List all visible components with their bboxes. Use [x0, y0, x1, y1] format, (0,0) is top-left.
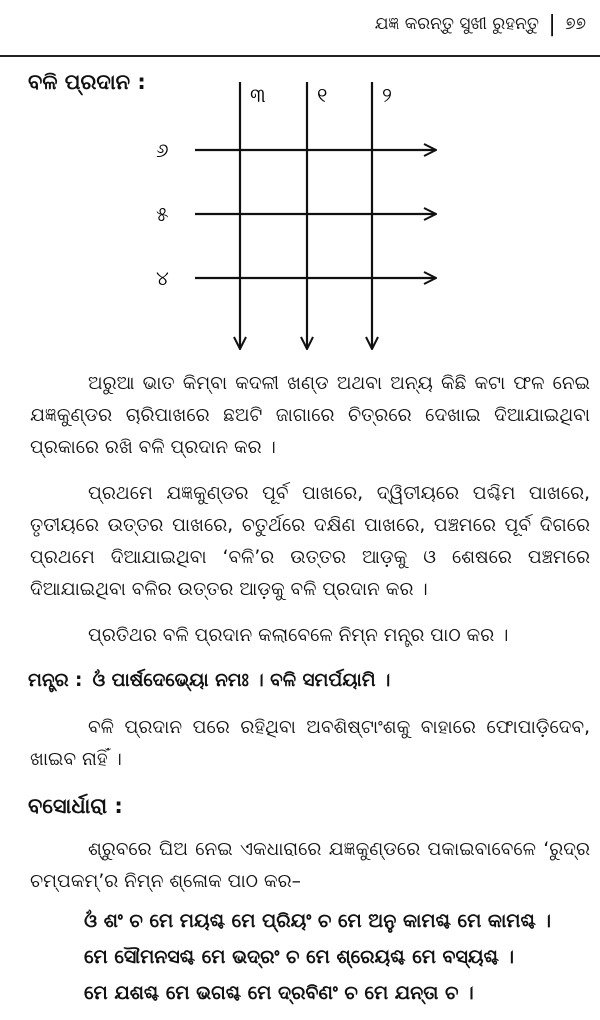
grid-row-label: ୬ — [156, 138, 169, 162]
verse-line: ଓଁ ଶଂ ଚ ମେ ମୟଶ୍ଚ ମେ ପ୍ରିୟଂ ଚ ମେ ଅନୁ କାମଶ୍ଚ ମେ କାମଶ୍ଚ । — [84, 910, 552, 932]
running-head — [375, 12, 586, 37]
offering-grid-diagram — [140, 72, 450, 362]
grid-row-label: ୫ — [156, 202, 169, 226]
paragraph-offering-order: ପ୍ରଥମେ ଯଜ୍ଞକୁଣ୍ଡର ପୂର୍ବ ପାଖରେ, ଦ୍ୱିତୀୟରେ ପଶ୍ଚିମ ପାଖରେ, ତୃତୀୟରେ ଉତ୍ତର ପାଖରେ, ଚତୁର୍ଥରେ ଦକ୍ଷିଣ ପାଖରେ, ପଞ୍ଚମରେ ପୂର୍ବ ଦିଗରେ ପ୍ରଥମେ ଦିଆଯାଇଥିବା ‘ବଳି’ର ଉତ୍ତର ଆଡ଼କୁ ଓ ଶେଷରେ ପଞ୍ଚମରେ ଦିଆଯାଇଥିବା ବଳିର ଉତ୍ତର ଆଡ଼କୁ ବଳି ପ୍ରଦାନ କର । — [30, 483, 590, 600]
grid-column-label: ୩ — [250, 83, 266, 107]
header-rule — [0, 55, 600, 57]
verse-line: ମେ ଯଶଶ୍ଚ ମେ ଭଗଶ୍ଚ ମେ ଦ୍ରବିଣଂ ଚ ମେ ଯନ୍ତା ଚ । — [84, 982, 474, 1004]
paragraph-ghee-offering: ଶ୍ରୁବରେ ଘିଅ ନେଇ ଏକଧାରାରେ ଯଜ୍ଞକୁଣ୍ଡରେ ପକାଇବାବେଳେ ‘ରୁଦ୍ର ଚମ୍ପକମ୍’ର ନିମ୍ନ ଶ୍ଳୋକ ପାଠ କର– — [30, 839, 590, 892]
paragraph-mantra-instruction: ପ୍ରତିଥର ବଳି ପ୍ରଦାନ କଲାବେଳେ ନିମ୍ନ ମନ୍ତ୍ର ପାଠ କର । — [88, 625, 509, 646]
grid-column-label: ୧ — [317, 83, 328, 107]
paragraph-after-offering: ବଳି ପ୍ରଦାନ ପରେ ରହିଥିବା ଅବଶିଷ୍ଟାଂଶକୁ ବାହାରେ ଫୋପାଡ଼ିଦେବ, ଖାଇବ ନାହିଁ । — [30, 717, 590, 770]
mantra-line — [28, 670, 390, 691]
section-heading-basordhara: ବସୋର୍ଧାରା : — [28, 794, 123, 818]
verse-line: ମେ ସୌମନସଶ୍ଚ ମେ ଭଦ୍ରଂ ଚ ମେ ଶ୍ରେୟଶ୍ଚ ମେ ବସ୍ୟଶ୍ଚ । — [84, 946, 515, 968]
grid-row-label: ୪ — [156, 266, 169, 290]
running-head-title: ଯଜ୍ଞ କରନ୍ତୁ ସୁଖୀ ରୁହନ୍ତୁ — [374, 14, 539, 34]
grid-column-label: ୨ — [382, 83, 392, 107]
section-heading-bali-pradan: ବଳି ପ୍ରଦାନ : — [28, 70, 146, 94]
page-number: ୭୭ — [565, 14, 586, 34]
mantra-label: ମନ୍ତ୍ର : — [28, 670, 83, 691]
paragraph-offering-items: ଅରୁଆ ଭାତ କିମ୍ବା କଦଳୀ ଖଣ୍ଡ ଅଥବା ଅନ୍ୟ କିଛି କଟା ଫଳ ନେଇ ଯଜ୍ଞକୁଣ୍ଡର ଚାରିପାଖରେ ଛଅଟି ଜାଗାରେ ଚିତ୍ରରେ ଦେଖାଇ ଦିଆଯାଇଥିବା ପ୍ରକାରେ ରଖି ବଳି ପ୍ରଦାନ କର । — [30, 373, 590, 458]
running-head-separator: | — [548, 12, 556, 37]
mantra-text: ଓଁ ପାର୍ଷଦେଭ୍ୟୋ ନମଃ । ବଳି ସମର୍ପୟାମି । — [92, 670, 391, 691]
